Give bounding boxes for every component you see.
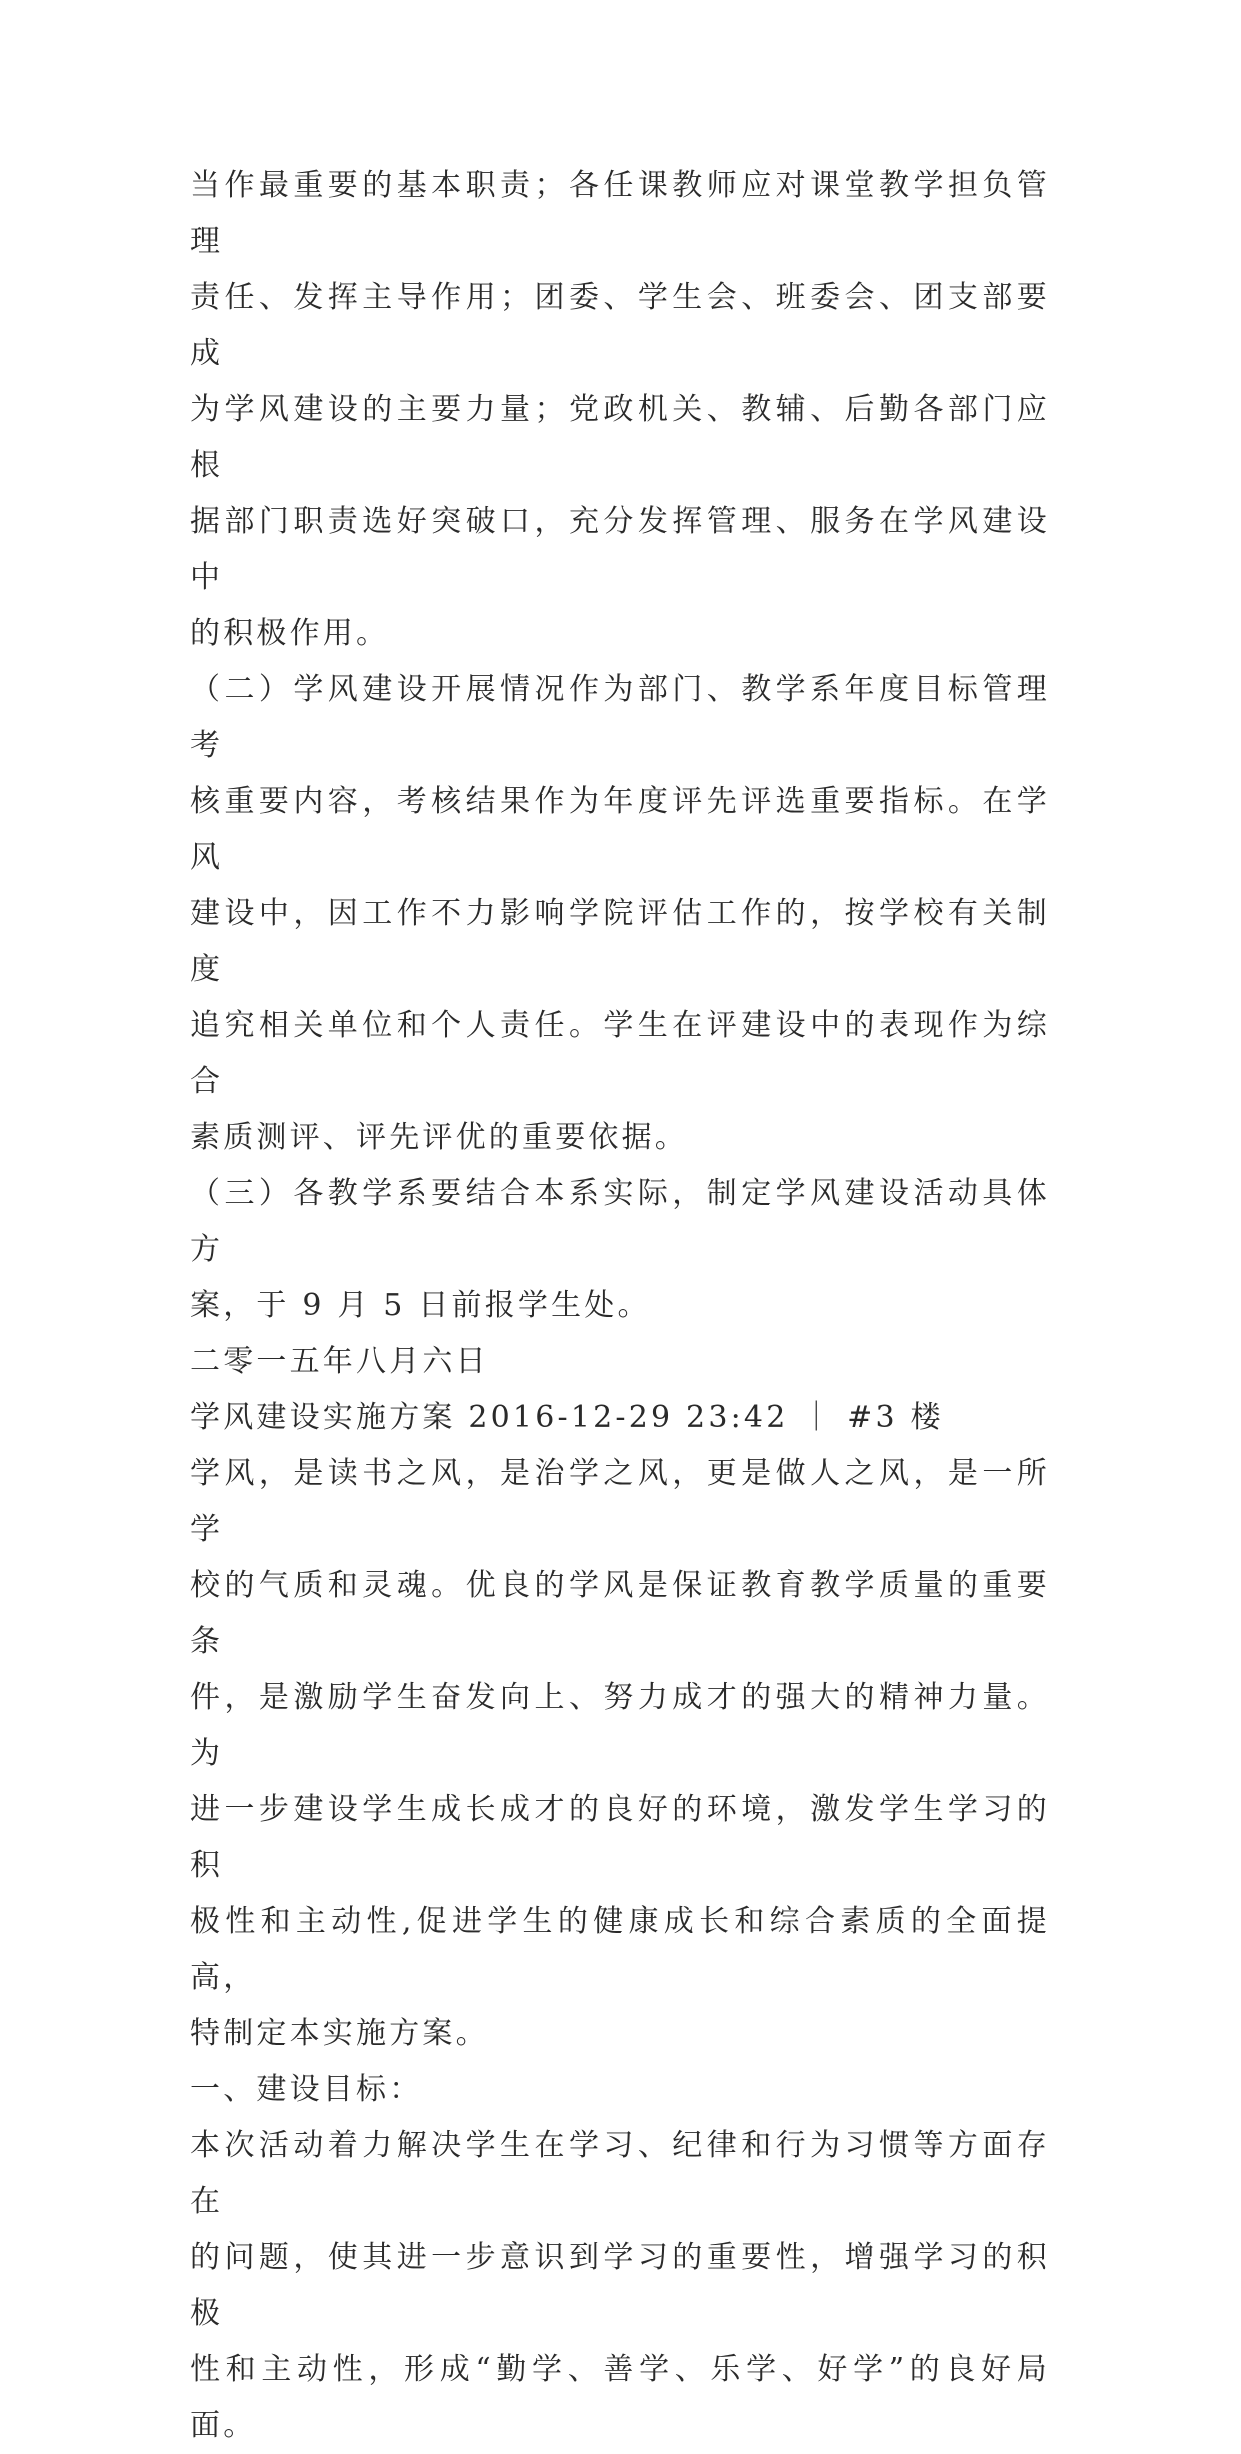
text-line: 性和主动性，形成“勤学、善学、乐学、好学”的良好局面。 <box>190 2352 1050 2443</box>
text-line: 学风，是读书之风，是治学之风，更是做人之风，是一所学 <box>190 1456 1050 1547</box>
text-line: 案，于 9 月 5 日前报学生处。 <box>190 1288 651 1323</box>
text-line: 核重要内容，考核结果作为年度评先评选重要指标。在学风 <box>190 784 1050 875</box>
text-line: 进一步建设学生成长成才的良好的环境，激发学生学习的积 <box>190 1792 1050 1883</box>
text-line: 本次活动着力解决学生在学习、纪律和行为习惯等方面存在 <box>190 2128 1050 2219</box>
section-heading: 一、建设目标： <box>190 2072 423 2107</box>
text-line: 极性和主动性,促进学生的健康成长和综合素质的全面提高， <box>190 1904 1050 1995</box>
text-line: 建设中，因工作不力影响学院评估工作的，按学校有关制度 <box>190 896 1050 987</box>
text-line: 特制定本实施方案。 <box>190 2016 489 2051</box>
text-line: 件，是激励学生奋发向上、努力成才的强大的精神力量。为 <box>190 1680 1050 1771</box>
text-line: 校的气质和灵魂。优良的学风是保证教育教学质量的重要条 <box>190 1568 1050 1659</box>
text-line: 当作最重要的基本职责；各任课教师应对课堂教学担负管理 <box>190 168 1050 259</box>
text-line: 追究相关单位和个人责任。学生在评建设中的表现作为综合 <box>190 1008 1050 1099</box>
date-line: 二零一五年八月六日 <box>190 1344 489 1379</box>
text-line: 为学风建设的主要力量；党政机关、教辅、后勤各部门应根 <box>190 392 1050 483</box>
text-line: 据部门职责选好突破口，充分发挥管理、服务在学风建设中 <box>190 504 1050 595</box>
text-line: 的积极作用。 <box>190 616 390 651</box>
post-header-line: 学风建设实施方案 2016-12-29 23:42 ｜ #3 楼 <box>190 1400 944 1435</box>
document-body <box>190 158 1050 2454</box>
text-line: 素质测评、评先评优的重要依据。 <box>190 1120 688 1155</box>
text-line: （三）各教学系要结合本系实际，制定学风建设活动具体方 <box>190 1176 1050 1267</box>
text-line: 责任、发挥主导作用；团委、学生会、班委会、团支部要成 <box>190 280 1050 371</box>
text-line: （二）学风建设开展情况作为部门、教学系年度目标管理考 <box>190 672 1050 763</box>
text-line: 的问题，使其进一步意识到学习的重要性，增强学习的积极 <box>190 2240 1050 2331</box>
